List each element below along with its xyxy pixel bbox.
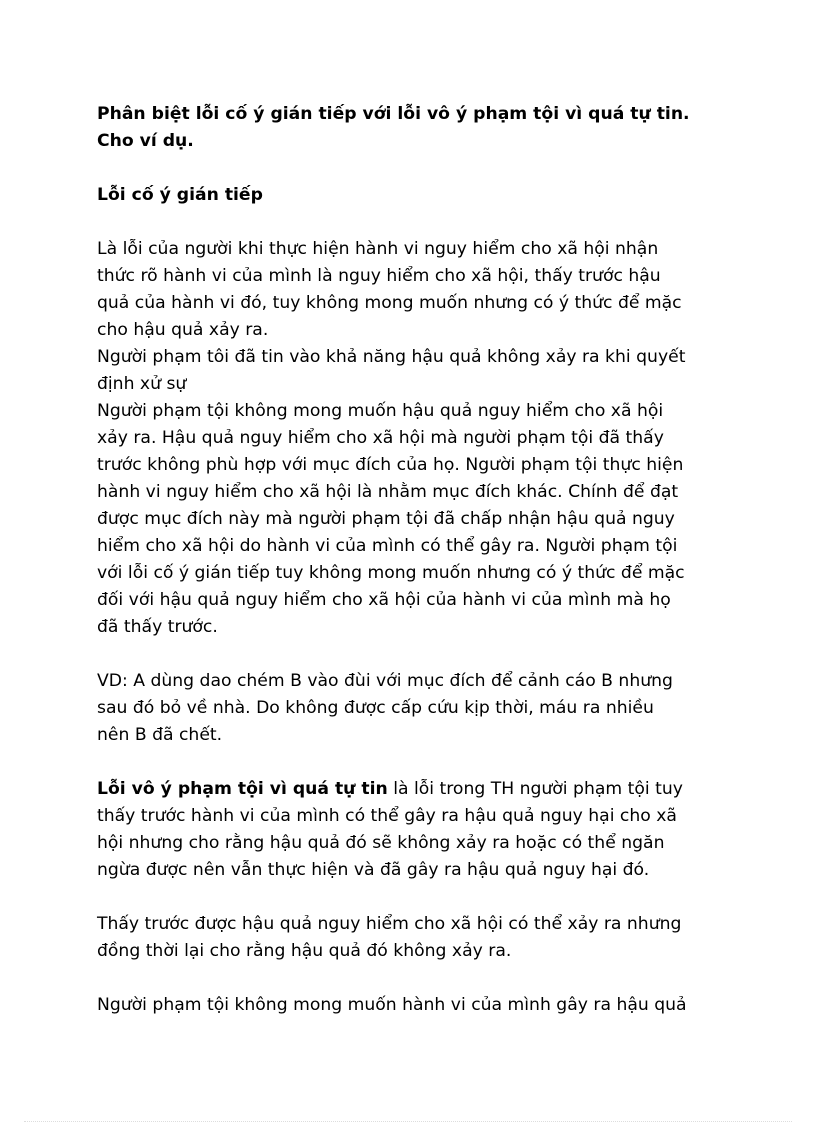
spacer: [97, 965, 797, 992]
section-heading: Lỗi cố ý gián tiếp: [97, 185, 263, 205]
paragraph-text: là lỗi trong TH người phạm tội tuy: [387, 779, 683, 799]
paragraph-line: được mục đích này mà người phạm tội đã chấp nhận hậu quả nguy: [97, 509, 675, 529]
paragraph-line: Người phạm tội không mong muốn hậu quả nguy hiểm cho xã hội: [97, 401, 664, 421]
spacer: [97, 209, 797, 236]
paragraph-line: hội nhưng cho rằng hậu quả đó sẽ không xảy ra hoặc có thể ngăn: [97, 833, 665, 853]
paragraph-line: cho hậu quả xảy ra.: [97, 320, 269, 340]
paragraph-line: định xử sự: [97, 374, 187, 394]
page-bottom-divider: [24, 1121, 792, 1122]
document-page: [97, 101, 797, 1019]
spacer: [97, 155, 797, 182]
paragraph-line: Người phạm tội không mong muốn hành vi của mình gây ra hậu quả: [97, 995, 687, 1015]
paragraph-line: đã thấy trước.: [97, 617, 218, 637]
spacer: [97, 749, 797, 776]
paragraph-line: ngừa được nên vẫn thực hiện và đã gây ra hậu quả nguy hại đó.: [97, 860, 650, 880]
spacer: [97, 884, 797, 911]
paragraph-line: đối với hậu quả nguy hiểm cho xã hội của hành vi của mình mà họ: [97, 590, 671, 610]
paragraph-line: thức rõ hành vi của mình là nguy hiểm cho xã hội, thấy trước hậu: [97, 266, 661, 286]
paragraph-line: thấy trước hành vi của mình có thể gây ra hậu quả nguy hại cho xã: [97, 806, 677, 826]
example-line: sau đó bỏ về nhà. Do không được cấp cứu kịp thời, máu ra nhiều: [97, 698, 654, 718]
paragraph-line: Người phạm tôi đã tin vào khả năng hậu quả không xảy ra khi quyết: [97, 347, 686, 367]
bold-term: Lỗi vô ý phạm tội vì quá tự tin: [97, 779, 388, 799]
document-title-line-2: Cho ví dụ.: [97, 131, 194, 151]
paragraph-line: đồng thời lại cho rằng hậu quả đó không xảy ra.: [97, 941, 512, 961]
document-title-line-1: Phân biệt lỗi cố ý gián tiếp với lỗi vô ý phạm tội vì quá tự tin.: [97, 104, 690, 124]
paragraph-line: trước không phù hợp với mục đích của họ. Người phạm tội thực hiện: [97, 455, 684, 475]
paragraph-line: với lỗi cố ý gián tiếp tuy không mong muốn nhưng có ý thức để mặc: [97, 563, 685, 583]
example-line: nên B đã chết.: [97, 725, 223, 745]
paragraph-line: xảy ra. Hậu quả nguy hiểm cho xã hội mà người phạm tội đã thấy: [97, 428, 664, 448]
paragraph-line: Là lỗi của người khi thực hiện hành vi nguy hiểm cho xã hội nhận: [97, 239, 659, 259]
spacer: [97, 641, 797, 668]
example-line: VD: A dùng dao chém B vào đùi với mục đích để cảnh cáo B nhưng: [97, 671, 673, 691]
paragraph-line: hành vi nguy hiểm cho xã hội là nhằm mục đích khác. Chính để đạt: [97, 482, 679, 502]
paragraph-line: quả của hành vi đó, tuy không mong muốn nhưng có ý thức để mặc: [97, 293, 682, 313]
paragraph-line: Thấy trước được hậu quả nguy hiểm cho xã hội có thể xảy ra nhưng: [97, 914, 682, 934]
paragraph-line: hiểm cho xã hội do hành vi của mình có thể gây ra. Người phạm tội: [97, 536, 678, 556]
paragraph-line: [97, 776, 797, 803]
